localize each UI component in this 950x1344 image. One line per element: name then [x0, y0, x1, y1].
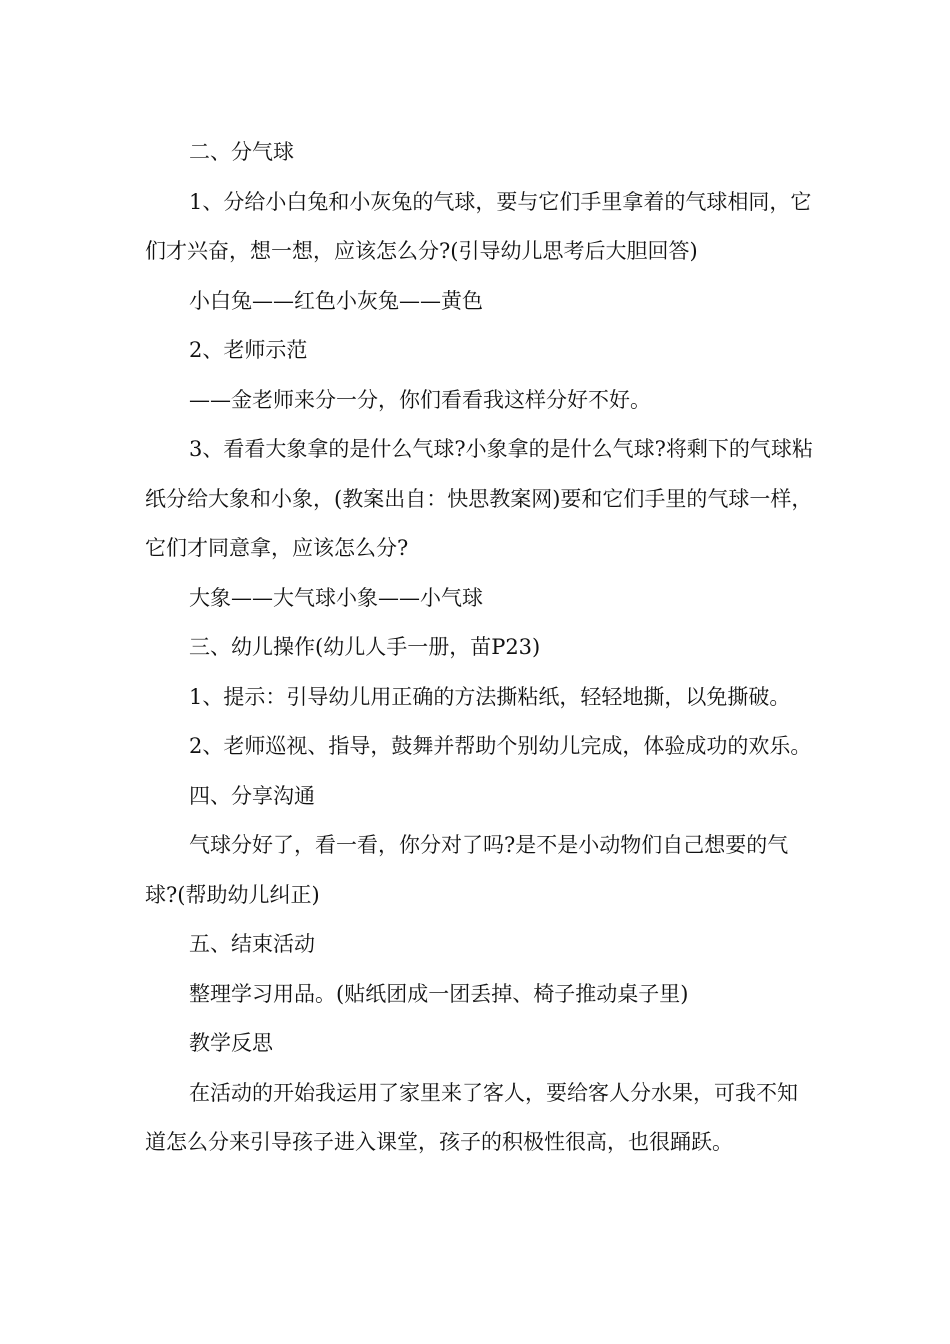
section-heading-end-activity: 五、结束活动: [189, 932, 315, 956]
paragraph-sharing-check: 气球分好了，看一看，你分对了吗?是不是小动物们自己想要的气球?(帮助幼儿纠正): [145, 833, 789, 907]
paragraph-elephant-sizes: 大象——大气球小象——小气球: [189, 585, 483, 610]
section-heading-child-operation: 三、幼儿操作(幼儿人手一册，苗P23): [189, 635, 541, 659]
section-heading-sharing: 四、分享沟通: [189, 783, 315, 808]
paragraph-step-1: 1、分给小白兔和小灰兔的气球，要与它们手里拿着的气球相同，它们才兴奋，想一想，应该怎么分?(引导幼儿思考后大胆回答): [145, 189, 812, 263]
section-heading-reflection: 教学反思: [189, 1031, 273, 1055]
paragraph-tip: 1、提示：引导幼儿用正确的方法撕粘纸，轻轻地撕，以免撕破。: [189, 684, 791, 709]
paragraph-teacher-demo: ——金老师来分一分，你们看看我这样分好不好。: [189, 387, 651, 412]
paragraph-teacher-guidance: 2、老师巡视、指导，鼓舞并帮助个别幼儿完成，体验成功的欢乐。: [189, 734, 812, 758]
document-body: [145, 128, 815, 1168]
paragraph-reflection: 在活动的开始我运用了家里来了客人，要给客人分水果，可我不知道怎么分来引导孩子进入课堂，孩子的积极性很高，也很踊跃。: [145, 1080, 798, 1154]
paragraph-step-3: 3、看看大象拿的是什么气球?小象拿的是什么气球?将剩下的气球粘纸分给大象和小象，(教案出自：快思教案网)要和它们手里的气球一样，它们才同意拿，应该怎么分?: [145, 437, 813, 560]
section-heading-distribute-balloons: 二、分气球: [189, 140, 294, 164]
paragraph-tidy-up: 整理学习用品。(贴纸团成一团丢掉、椅子推动桌子里): [189, 981, 689, 1006]
paragraph-rabbit-colors: 小白兔——红色小灰兔——黄色: [189, 288, 483, 313]
paragraph-step-2: 2、老师示范: [189, 338, 308, 362]
